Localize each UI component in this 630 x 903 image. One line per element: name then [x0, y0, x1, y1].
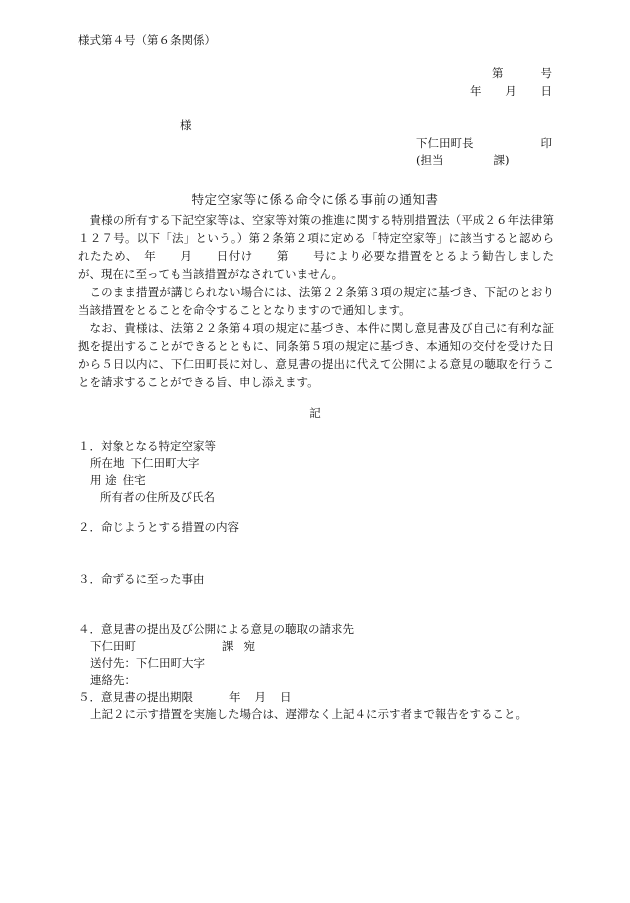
office-town: 下仁田町 — [90, 639, 136, 653]
usage-value: 住宅 — [122, 473, 146, 487]
deadline-month: 月 — [254, 690, 266, 704]
sender-line — [416, 134, 552, 152]
body-text — [78, 211, 554, 391]
paragraph-1: 貴様の所有する下記空家等は、空家等対策の推進に関する特別措置法（平成２６年法律第１２７号。以下「法」という。）第２条第２項に定める「特定空家等」に該当すると認められたため、 年 月 日付け 第 号により必要な措置をとるよう勧告しましたが、現在に至っても当該措置がなされていません。 — [78, 213, 554, 281]
department-line — [416, 151, 510, 169]
department-open: (担当 — [416, 153, 444, 167]
form-number: 様式第４号（第６条関係） — [78, 33, 216, 47]
date-year: 年 — [470, 84, 482, 98]
item-1-location — [90, 454, 200, 472]
item-1-heading: １．対象となる特定空家等 — [78, 439, 216, 453]
location-value: 下仁田町大字 — [130, 456, 200, 470]
deadline-year: 年 — [229, 690, 241, 704]
item-2-heading: ２．命じようとする措置の内容 — [78, 520, 239, 534]
document-number — [400, 64, 552, 82]
addressee-line: 様 — [180, 118, 192, 132]
date-month: 月 — [505, 84, 517, 98]
item-4-office — [90, 637, 255, 655]
paragraph-2: このまま措置が講じられない場合には、法第２２条第３項の規定に基づき、下記のとおり当該措置をとることを命令することとなりますので通知します。 — [78, 285, 554, 317]
item-1-owner: 所有者の住所及び氏名 — [100, 490, 215, 504]
ki-heading: 記 — [309, 406, 321, 420]
doc-number-suffix: 号 — [540, 66, 552, 80]
paragraph-3: なお、貴様は、法第２２条第４項の規定に基づき、本件に関し意見書及び自己に有利な証拠を提出することができるとともに、同条第５項の規定に基づき、本通知の交付を受けた日から５日以内に、下仁田町長に対し、意見書の提出に代えて公開による意見の聴取を行うことを請求することができる旨、申し添えます。 — [78, 321, 554, 389]
seal-mark: 印 — [540, 136, 552, 150]
document-title: 特定空家等に係る命令に係る事前の通知書 — [191, 192, 439, 207]
item-1-usage — [90, 471, 146, 489]
item-3-heading: ３．命ずるに至った事由 — [78, 572, 205, 586]
date-day: 日 — [540, 84, 552, 98]
item-4-contact: 連絡先： — [90, 673, 136, 687]
office-addressed: 宛 — [243, 639, 255, 653]
doc-number-prefix: 第 — [492, 66, 504, 80]
office-dept: 課 — [222, 639, 234, 653]
location-label: 所在地 — [90, 456, 125, 470]
department-close: 課) — [493, 153, 510, 167]
deadline-day: 日 — [280, 690, 292, 704]
sender-name: 下仁田町長 — [416, 136, 474, 150]
item-4-heading: ４．意見書の提出及び公開による意見の聴取の請求先 — [78, 622, 354, 636]
closing-note: 上記２に示す措置を実施した場合は、遅滞なく上記４に示す者まで報告をすること。 — [90, 707, 527, 721]
issue-date — [400, 82, 552, 100]
item-4-sendto: 送付先：下仁田町大字 — [90, 656, 205, 670]
item-5-heading: ５．意見書の提出期限 — [78, 690, 193, 704]
usage-label: 用 途 — [90, 473, 117, 487]
item-5-line — [78, 688, 292, 706]
